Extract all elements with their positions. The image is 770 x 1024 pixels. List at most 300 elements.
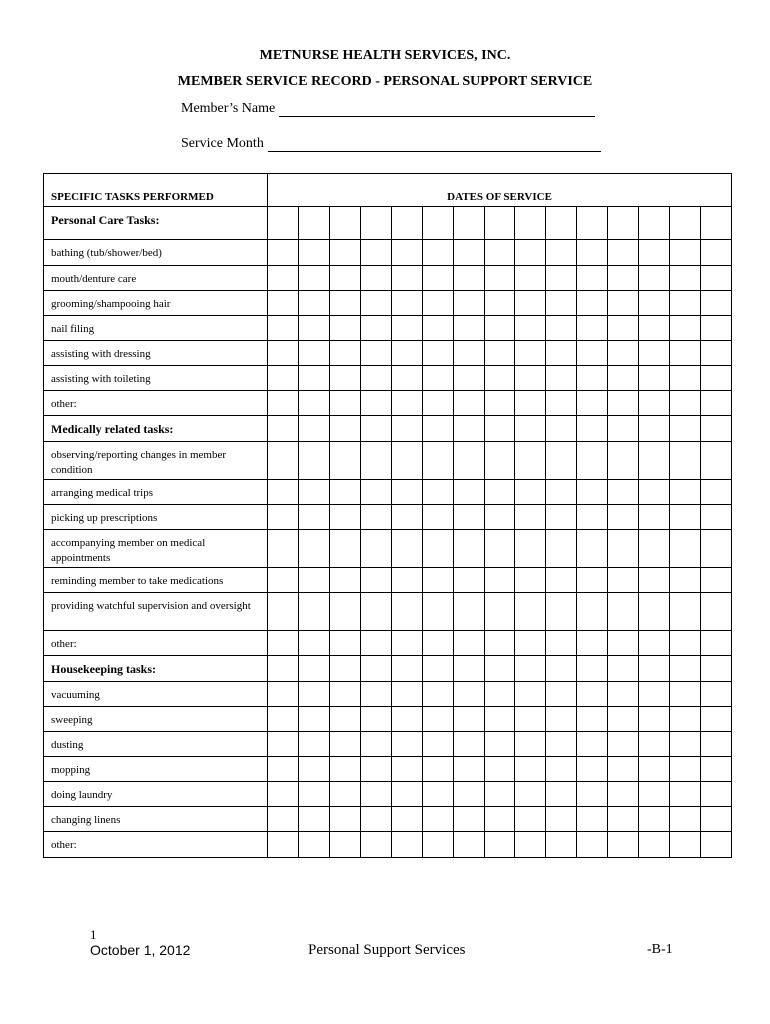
date-cell[interactable] — [453, 366, 484, 391]
date-cell[interactable] — [360, 530, 391, 568]
date-cell[interactable] — [484, 416, 515, 442]
date-cell[interactable] — [546, 207, 577, 240]
date-cell[interactable] — [700, 240, 731, 266]
date-cell[interactable] — [546, 807, 577, 832]
date-cell[interactable] — [391, 341, 422, 366]
date-cell[interactable] — [639, 807, 670, 832]
date-cell[interactable] — [670, 807, 701, 832]
date-cell[interactable] — [391, 707, 422, 732]
date-cell[interactable] — [453, 832, 484, 858]
date-cell[interactable] — [484, 782, 515, 807]
date-cell[interactable] — [453, 593, 484, 631]
date-cell[interactable] — [546, 505, 577, 530]
date-cell[interactable] — [453, 266, 484, 291]
date-cell[interactable] — [700, 366, 731, 391]
date-cell[interactable] — [329, 707, 360, 732]
date-cell[interactable] — [299, 757, 330, 782]
date-cell[interactable] — [329, 341, 360, 366]
date-cell[interactable] — [639, 707, 670, 732]
date-cell[interactable] — [577, 442, 608, 480]
date-cell[interactable] — [700, 291, 731, 316]
date-cell[interactable] — [391, 391, 422, 416]
date-cell[interactable] — [360, 266, 391, 291]
date-cell[interactable] — [329, 530, 360, 568]
date-cell[interactable] — [608, 416, 639, 442]
date-cell[interactable] — [515, 266, 546, 291]
date-cell[interactable] — [700, 682, 731, 707]
date-cell[interactable] — [577, 207, 608, 240]
date-cell[interactable] — [670, 480, 701, 505]
date-cell[interactable] — [670, 416, 701, 442]
date-cell[interactable] — [268, 505, 299, 530]
date-cell[interactable] — [608, 782, 639, 807]
date-cell[interactable] — [546, 782, 577, 807]
date-cell[interactable] — [329, 240, 360, 266]
date-cell[interactable] — [700, 442, 731, 480]
date-cell[interactable] — [299, 530, 330, 568]
date-cell[interactable] — [639, 480, 670, 505]
date-cell[interactable] — [484, 266, 515, 291]
date-cell[interactable] — [268, 480, 299, 505]
date-cell[interactable] — [360, 291, 391, 316]
date-cell[interactable] — [391, 757, 422, 782]
date-cell[interactable] — [670, 732, 701, 757]
date-cell[interactable] — [608, 505, 639, 530]
date-cell[interactable] — [608, 341, 639, 366]
date-cell[interactable] — [453, 656, 484, 682]
date-cell[interactable] — [577, 530, 608, 568]
date-cell[interactable] — [639, 291, 670, 316]
date-cell[interactable] — [268, 707, 299, 732]
date-cell[interactable] — [422, 832, 453, 858]
date-cell[interactable] — [453, 807, 484, 832]
date-cell[interactable] — [299, 807, 330, 832]
date-cell[interactable] — [608, 682, 639, 707]
date-cell[interactable] — [670, 682, 701, 707]
date-cell[interactable] — [608, 266, 639, 291]
date-cell[interactable] — [700, 391, 731, 416]
date-cell[interactable] — [639, 593, 670, 631]
date-cell[interactable] — [577, 416, 608, 442]
date-cell[interactable] — [299, 782, 330, 807]
date-cell[interactable] — [268, 207, 299, 240]
date-cell[interactable] — [422, 207, 453, 240]
date-cell[interactable] — [546, 341, 577, 366]
date-cell[interactable] — [608, 291, 639, 316]
date-cell[interactable] — [299, 505, 330, 530]
date-cell[interactable] — [453, 416, 484, 442]
date-cell[interactable] — [577, 291, 608, 316]
date-cell[interactable] — [515, 568, 546, 593]
date-cell[interactable] — [360, 568, 391, 593]
date-cell[interactable] — [608, 568, 639, 593]
date-cell[interactable] — [360, 416, 391, 442]
date-cell[interactable] — [515, 366, 546, 391]
date-cell[interactable] — [268, 807, 299, 832]
date-cell[interactable] — [484, 568, 515, 593]
date-cell[interactable] — [453, 682, 484, 707]
date-cell[interactable] — [484, 291, 515, 316]
date-cell[interactable] — [299, 240, 330, 266]
date-cell[interactable] — [700, 807, 731, 832]
date-cell[interactable] — [670, 366, 701, 391]
date-cell[interactable] — [268, 391, 299, 416]
date-cell[interactable] — [329, 416, 360, 442]
date-cell[interactable] — [360, 366, 391, 391]
date-cell[interactable] — [453, 782, 484, 807]
date-cell[interactable] — [515, 207, 546, 240]
date-cell[interactable] — [453, 316, 484, 341]
date-cell[interactable] — [515, 757, 546, 782]
date-cell[interactable] — [577, 480, 608, 505]
date-cell[interactable] — [329, 832, 360, 858]
date-cell[interactable] — [608, 240, 639, 266]
date-cell[interactable] — [360, 832, 391, 858]
date-cell[interactable] — [391, 832, 422, 858]
date-cell[interactable] — [484, 682, 515, 707]
date-cell[interactable] — [299, 832, 330, 858]
date-cell[interactable] — [577, 732, 608, 757]
date-cell[interactable] — [422, 656, 453, 682]
date-cell[interactable] — [608, 480, 639, 505]
date-cell[interactable] — [608, 442, 639, 480]
date-cell[interactable] — [268, 366, 299, 391]
date-cell[interactable] — [391, 593, 422, 631]
date-cell[interactable] — [515, 631, 546, 656]
date-cell[interactable] — [484, 505, 515, 530]
date-cell[interactable] — [391, 656, 422, 682]
date-cell[interactable] — [546, 240, 577, 266]
date-cell[interactable] — [515, 656, 546, 682]
date-cell[interactable] — [391, 530, 422, 568]
date-cell[interactable] — [391, 505, 422, 530]
date-cell[interactable] — [329, 316, 360, 341]
date-cell[interactable] — [299, 593, 330, 631]
date-cell[interactable] — [484, 530, 515, 568]
date-cell[interactable] — [329, 782, 360, 807]
date-cell[interactable] — [639, 240, 670, 266]
date-cell[interactable] — [639, 732, 670, 757]
date-cell[interactable] — [700, 530, 731, 568]
date-cell[interactable] — [700, 832, 731, 858]
date-cell[interactable] — [422, 391, 453, 416]
date-cell[interactable] — [391, 291, 422, 316]
date-cell[interactable] — [453, 505, 484, 530]
date-cell[interactable] — [546, 391, 577, 416]
date-cell[interactable] — [453, 707, 484, 732]
date-cell[interactable] — [608, 207, 639, 240]
date-cell[interactable] — [299, 366, 330, 391]
date-cell[interactable] — [453, 732, 484, 757]
date-cell[interactable] — [577, 316, 608, 341]
date-cell[interactable] — [422, 782, 453, 807]
date-cell[interactable] — [577, 266, 608, 291]
date-cell[interactable] — [608, 807, 639, 832]
date-cell[interactable] — [484, 391, 515, 416]
date-cell[interactable] — [391, 568, 422, 593]
date-cell[interactable] — [700, 593, 731, 631]
date-cell[interactable] — [546, 832, 577, 858]
date-cell[interactable] — [639, 505, 670, 530]
date-cell[interactable] — [577, 505, 608, 530]
date-cell[interactable] — [670, 316, 701, 341]
date-cell[interactable] — [484, 707, 515, 732]
date-cell[interactable] — [422, 266, 453, 291]
date-cell[interactable] — [453, 341, 484, 366]
date-cell[interactable] — [639, 656, 670, 682]
date-cell[interactable] — [422, 707, 453, 732]
date-cell[interactable] — [391, 266, 422, 291]
date-cell[interactable] — [391, 480, 422, 505]
date-cell[interactable] — [700, 341, 731, 366]
date-cell[interactable] — [299, 568, 330, 593]
date-cell[interactable] — [484, 366, 515, 391]
date-cell[interactable] — [577, 593, 608, 631]
date-cell[interactable] — [484, 631, 515, 656]
date-cell[interactable] — [700, 707, 731, 732]
date-cell[interactable] — [484, 593, 515, 631]
date-cell[interactable] — [608, 593, 639, 631]
date-cell[interactable] — [577, 240, 608, 266]
date-cell[interactable] — [670, 207, 701, 240]
date-cell[interactable] — [391, 240, 422, 266]
date-cell[interactable] — [329, 568, 360, 593]
date-cell[interactable] — [700, 207, 731, 240]
date-cell[interactable] — [299, 341, 330, 366]
date-cell[interactable] — [422, 505, 453, 530]
date-cell[interactable] — [639, 442, 670, 480]
date-cell[interactable] — [268, 656, 299, 682]
date-cell[interactable] — [639, 266, 670, 291]
date-cell[interactable] — [299, 391, 330, 416]
date-cell[interactable] — [453, 291, 484, 316]
date-cell[interactable] — [268, 631, 299, 656]
date-cell[interactable] — [299, 682, 330, 707]
date-cell[interactable] — [360, 480, 391, 505]
date-cell[interactable] — [391, 631, 422, 656]
date-cell[interactable] — [515, 416, 546, 442]
date-cell[interactable] — [670, 530, 701, 568]
date-cell[interactable] — [422, 316, 453, 341]
date-cell[interactable] — [484, 807, 515, 832]
date-cell[interactable] — [639, 832, 670, 858]
date-cell[interactable] — [639, 568, 670, 593]
date-cell[interactable] — [329, 480, 360, 505]
date-cell[interactable] — [268, 757, 299, 782]
date-cell[interactable] — [700, 656, 731, 682]
date-cell[interactable] — [546, 266, 577, 291]
date-cell[interactable] — [700, 416, 731, 442]
date-cell[interactable] — [639, 631, 670, 656]
date-cell[interactable] — [422, 341, 453, 366]
date-cell[interactable] — [639, 682, 670, 707]
date-cell[interactable] — [453, 631, 484, 656]
date-cell[interactable] — [546, 568, 577, 593]
date-cell[interactable] — [422, 732, 453, 757]
date-cell[interactable] — [546, 366, 577, 391]
date-cell[interactable] — [577, 832, 608, 858]
date-cell[interactable] — [422, 530, 453, 568]
date-cell[interactable] — [670, 593, 701, 631]
date-cell[interactable] — [453, 391, 484, 416]
date-cell[interactable] — [484, 207, 515, 240]
date-cell[interactable] — [608, 366, 639, 391]
date-cell[interactable] — [546, 442, 577, 480]
date-cell[interactable] — [670, 391, 701, 416]
date-cell[interactable] — [577, 366, 608, 391]
date-cell[interactable] — [329, 291, 360, 316]
date-cell[interactable] — [299, 316, 330, 341]
date-cell[interactable] — [484, 442, 515, 480]
date-cell[interactable] — [577, 341, 608, 366]
date-cell[interactable] — [422, 442, 453, 480]
date-cell[interactable] — [515, 480, 546, 505]
date-cell[interactable] — [700, 316, 731, 341]
date-cell[interactable] — [577, 391, 608, 416]
date-cell[interactable] — [422, 416, 453, 442]
date-cell[interactable] — [577, 757, 608, 782]
date-cell[interactable] — [360, 593, 391, 631]
date-cell[interactable] — [670, 505, 701, 530]
date-cell[interactable] — [268, 832, 299, 858]
date-cell[interactable] — [360, 631, 391, 656]
date-cell[interactable] — [268, 442, 299, 480]
date-cell[interactable] — [360, 207, 391, 240]
date-cell[interactable] — [546, 707, 577, 732]
date-cell[interactable] — [329, 207, 360, 240]
date-cell[interactable] — [515, 530, 546, 568]
date-cell[interactable] — [515, 316, 546, 341]
date-cell[interactable] — [515, 341, 546, 366]
date-cell[interactable] — [329, 266, 360, 291]
date-cell[interactable] — [299, 291, 330, 316]
date-cell[interactable] — [639, 341, 670, 366]
date-cell[interactable] — [391, 442, 422, 480]
date-cell[interactable] — [360, 807, 391, 832]
date-cell[interactable] — [268, 416, 299, 442]
date-cell[interactable] — [268, 682, 299, 707]
date-cell[interactable] — [299, 707, 330, 732]
date-cell[interactable] — [639, 316, 670, 341]
date-cell[interactable] — [546, 530, 577, 568]
date-cell[interactable] — [422, 807, 453, 832]
date-cell[interactable] — [577, 568, 608, 593]
date-cell[interactable] — [391, 366, 422, 391]
date-cell[interactable] — [268, 266, 299, 291]
date-cell[interactable] — [670, 291, 701, 316]
date-cell[interactable] — [329, 631, 360, 656]
date-cell[interactable] — [515, 732, 546, 757]
date-cell[interactable] — [299, 207, 330, 240]
date-cell[interactable] — [639, 782, 670, 807]
date-cell[interactable] — [329, 366, 360, 391]
date-cell[interactable] — [639, 207, 670, 240]
date-cell[interactable] — [360, 707, 391, 732]
date-cell[interactable] — [608, 757, 639, 782]
date-cell[interactable] — [422, 366, 453, 391]
date-cell[interactable] — [577, 782, 608, 807]
date-cell[interactable] — [670, 631, 701, 656]
date-cell[interactable] — [608, 631, 639, 656]
service-month-field[interactable] — [181, 136, 601, 152]
date-cell[interactable] — [391, 682, 422, 707]
date-cell[interactable] — [360, 732, 391, 757]
date-cell[interactable] — [329, 757, 360, 782]
date-cell[interactable] — [639, 366, 670, 391]
date-cell[interactable] — [329, 442, 360, 480]
date-cell[interactable] — [700, 568, 731, 593]
date-cell[interactable] — [453, 530, 484, 568]
date-cell[interactable] — [360, 341, 391, 366]
date-cell[interactable] — [608, 656, 639, 682]
date-cell[interactable] — [670, 832, 701, 858]
date-cell[interactable] — [268, 341, 299, 366]
date-cell[interactable] — [453, 757, 484, 782]
date-cell[interactable] — [608, 707, 639, 732]
date-cell[interactable] — [515, 505, 546, 530]
date-cell[interactable] — [546, 732, 577, 757]
date-cell[interactable] — [670, 707, 701, 732]
date-cell[interactable] — [391, 732, 422, 757]
date-cell[interactable] — [360, 316, 391, 341]
date-cell[interactable] — [546, 593, 577, 631]
date-cell[interactable] — [422, 682, 453, 707]
date-cell[interactable] — [453, 240, 484, 266]
date-cell[interactable] — [329, 391, 360, 416]
date-cell[interactable] — [299, 631, 330, 656]
date-cell[interactable] — [391, 207, 422, 240]
date-cell[interactable] — [700, 505, 731, 530]
date-cell[interactable] — [422, 593, 453, 631]
date-cell[interactable] — [546, 316, 577, 341]
date-cell[interactable] — [515, 442, 546, 480]
date-cell[interactable] — [546, 656, 577, 682]
date-cell[interactable] — [268, 530, 299, 568]
date-cell[interactable] — [639, 391, 670, 416]
date-cell[interactable] — [422, 291, 453, 316]
date-cell[interactable] — [670, 341, 701, 366]
date-cell[interactable] — [484, 341, 515, 366]
date-cell[interactable] — [484, 240, 515, 266]
date-cell[interactable] — [360, 442, 391, 480]
date-cell[interactable] — [577, 807, 608, 832]
date-cell[interactable] — [484, 832, 515, 858]
date-cell[interactable] — [391, 416, 422, 442]
date-cell[interactable] — [670, 568, 701, 593]
date-cell[interactable] — [546, 480, 577, 505]
date-cell[interactable] — [360, 391, 391, 416]
date-cell[interactable] — [608, 530, 639, 568]
date-cell[interactable] — [329, 732, 360, 757]
date-cell[interactable] — [608, 316, 639, 341]
date-cell[interactable] — [422, 757, 453, 782]
date-cell[interactable] — [670, 240, 701, 266]
date-cell[interactable] — [299, 480, 330, 505]
date-cell[interactable] — [484, 656, 515, 682]
date-cell[interactable] — [268, 732, 299, 757]
date-cell[interactable] — [515, 291, 546, 316]
date-cell[interactable] — [329, 682, 360, 707]
date-cell[interactable] — [453, 207, 484, 240]
date-cell[interactable] — [360, 757, 391, 782]
date-cell[interactable] — [639, 530, 670, 568]
date-cell[interactable] — [484, 480, 515, 505]
date-cell[interactable] — [391, 316, 422, 341]
date-cell[interactable] — [546, 757, 577, 782]
date-cell[interactable] — [577, 631, 608, 656]
date-cell[interactable] — [515, 782, 546, 807]
date-cell[interactable] — [391, 807, 422, 832]
